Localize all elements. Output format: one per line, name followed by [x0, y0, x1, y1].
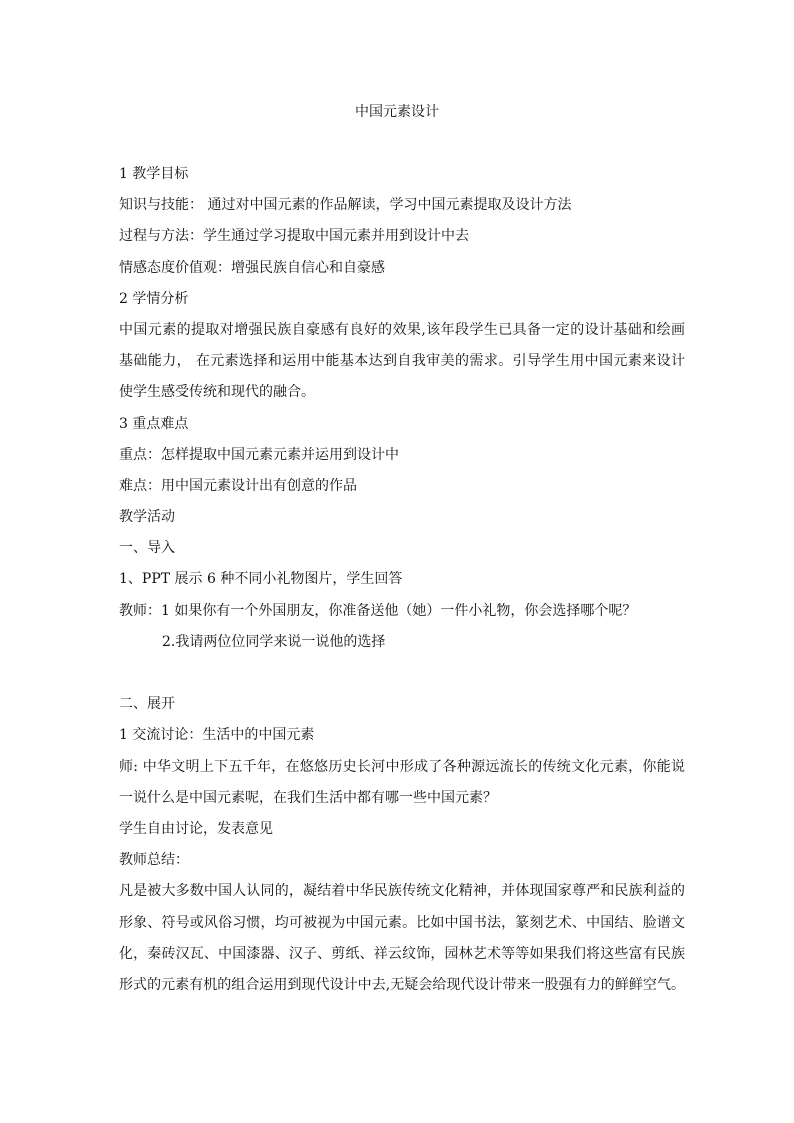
- text-line: 中国元素的提取对增强民族自豪感有良好的效果,该年段学生已具备一定的设计基础和绘画: [119, 321, 685, 338]
- text-line: 化，秦砖汉瓦、中国漆器、汉子、剪纸、祥云纹饰，园林艺术等等如果我们将这些富有民族: [119, 945, 685, 962]
- text-line: 教学活动: [119, 509, 175, 526]
- text-line: 3 重点难点: [119, 415, 189, 432]
- text-line: 一说什么是中国元素呢，在我们生活中都有哪一些中国元素？: [119, 789, 497, 806]
- text-line: 使学生感受传统和现代的融合。: [119, 384, 315, 401]
- text-line: 二、展开: [119, 696, 175, 713]
- text-line: 1、PPT 展示 6 种不同小礼物图片，学生回答: [119, 571, 403, 588]
- text-line: 重点：怎样提取中国元素元素并运用到设计中: [119, 446, 399, 463]
- text-line: 教师：1 如果你有一个外国朋友，你准备送他（她）一件小礼物，你会选择哪个呢？: [119, 602, 637, 619]
- text-line: 形式的元素有机的组合运用到现代设计中去,无疑会给现代设计带来一股强有力的鲜鲜空气。: [119, 976, 685, 993]
- text-line: 一、导入: [119, 540, 175, 557]
- text-line: 2 学情分析: [119, 290, 189, 307]
- text-line: 师: 中华文明上下五千年，在悠悠历史长河中形成了各种源远流长的传统文化元素，你能说: [119, 758, 685, 775]
- text-line: 情感态度价值观：增强民族自信心和自豪感: [119, 259, 385, 276]
- text-line: 1 教学目标: [119, 166, 189, 182]
- text-line: 学生自由讨论，发表意见: [119, 820, 273, 837]
- text-line: 过程与方法：学生通过学习提取中国元素并用到设计中去: [119, 228, 469, 245]
- text-line: 知识与技能： 通过对中国元素的作品解读，学习中国元素提取及设计方法: [119, 197, 572, 214]
- text-line: 形象、符号或风俗习惯，均可被视为中国元素。比如中国书法，篆刻艺术、中国结、脸谱文: [119, 914, 685, 931]
- blank-line: [119, 663, 689, 694]
- text-line: 基础能力， 在元素选择和运用中能基本达到自我审美的需求。引导学生用中国元素来设计: [119, 353, 685, 370]
- text-line: 教师总结：: [119, 852, 189, 869]
- document-title: 中国元素设计: [355, 104, 439, 120]
- text-line: 凡是被大多数中国人认同的，凝结着中华民族传统文化精神，并体现国家尊严和民族利益的: [119, 883, 685, 900]
- document-body: [119, 164, 689, 1006]
- text-line: 2.我请两位位同学来说一说他的选择: [162, 633, 386, 650]
- text-line: 难点：用中国元素设计出有创意的作品: [119, 477, 357, 494]
- text-line: 1 交流讨论：生活中的中国元素: [119, 727, 315, 744]
